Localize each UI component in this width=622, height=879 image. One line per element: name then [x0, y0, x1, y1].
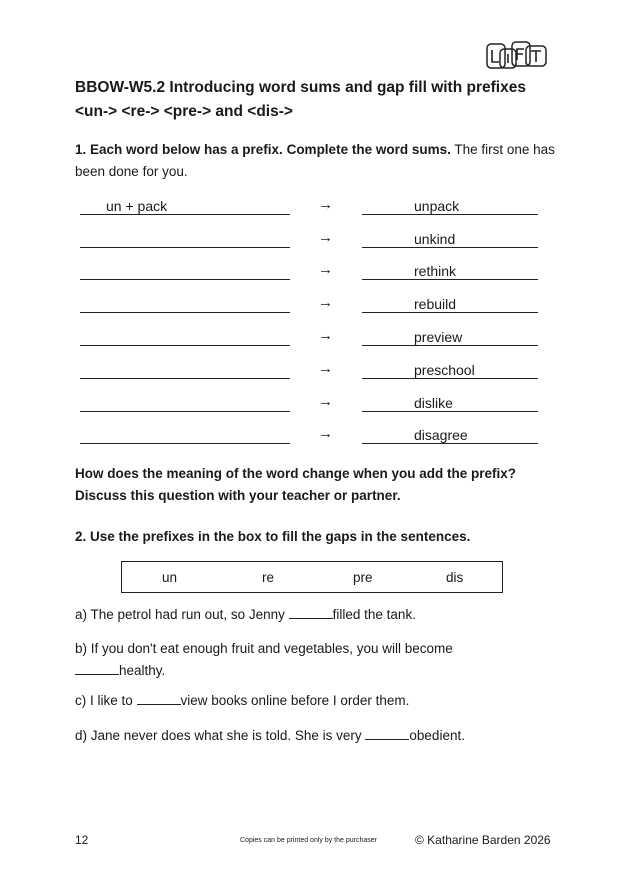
arrow-icon: →	[318, 425, 333, 442]
section2-heading: 2. Use the prefixes in the box to fill the gaps in the sentences.	[75, 529, 471, 544]
sentence-c: c) I like to view books online before I order them.	[75, 690, 545, 712]
prefix-pre: pre	[353, 570, 373, 585]
word-result: unpack	[362, 198, 538, 215]
word-sum-row	[0, 198, 622, 220]
arrow-icon: →	[318, 229, 333, 246]
word-sum-row	[0, 296, 622, 318]
sentence-a: a) The petrol had run out, so Jenny filled the tank.	[75, 604, 545, 626]
copyright: © Katharine Barden 2026	[415, 833, 551, 847]
page-number: 12	[75, 833, 89, 847]
word-sum-input[interactable]	[80, 296, 290, 313]
prefix-re: re	[262, 570, 275, 585]
page-title: BBOW-W5.2 Introducing word sums and gap fill with prefixes <un-> <re-> <pre-> and <dis->	[75, 79, 526, 120]
prefix-dis: dis	[446, 570, 464, 585]
word-sum-input[interactable]	[80, 263, 290, 280]
word-sum-row	[0, 395, 622, 417]
word-sum-input[interactable]	[80, 329, 290, 346]
word-result: disagree	[362, 427, 538, 444]
sentence-b: b) If you don't eat enough fruit and vegetables, you will become healthy.	[75, 641, 453, 678]
word-result: rebuild	[362, 296, 538, 313]
word-sum-row	[0, 329, 622, 351]
arrow-icon: →	[318, 261, 333, 278]
word-sum-input[interactable]	[80, 395, 290, 412]
section1-instructions	[75, 139, 555, 183]
lift-logo	[486, 40, 548, 70]
gap-input[interactable]	[137, 690, 181, 705]
word-result: dislike	[362, 395, 538, 412]
word-sum-row	[0, 231, 622, 253]
discussion-question: How does the meaning of the word change when you add the prefix? Discuss this question with your teacher or partner.	[75, 466, 517, 503]
word-result: rethink	[362, 263, 538, 280]
arrow-icon: →	[318, 196, 333, 213]
word-sum-input[interactable]	[80, 427, 290, 444]
prefix-box	[121, 561, 503, 593]
arrow-icon: →	[318, 360, 333, 377]
word-sum-row	[0, 263, 622, 285]
arrow-icon: →	[318, 294, 333, 311]
word-sum-row	[0, 427, 622, 449]
section1-heading: 1. Each word below has a prefix. Complete the word sums.	[75, 142, 451, 157]
word-result: preschool	[362, 362, 538, 379]
word-result: preview	[362, 329, 538, 346]
word-result: unkind	[362, 231, 538, 248]
word-sum-input[interactable]	[80, 231, 290, 248]
prefix-un: un	[162, 570, 178, 585]
arrow-icon: →	[318, 393, 333, 410]
sentence-d: d) Jane never does what she is told. She is very obedient.	[75, 725, 545, 747]
word-sum-input[interactable]: un + pack	[80, 198, 290, 215]
arrow-icon: →	[318, 327, 333, 344]
gap-input[interactable]	[289, 604, 333, 619]
gap-input[interactable]	[365, 725, 409, 740]
section1-sub: The first one has been done for you.	[75, 142, 555, 179]
copies-notice: Copies can be printed only by the purchaser	[240, 837, 377, 844]
gap-input[interactable]	[75, 660, 119, 675]
word-sum-input[interactable]	[80, 362, 290, 379]
word-sum-row	[0, 362, 622, 384]
